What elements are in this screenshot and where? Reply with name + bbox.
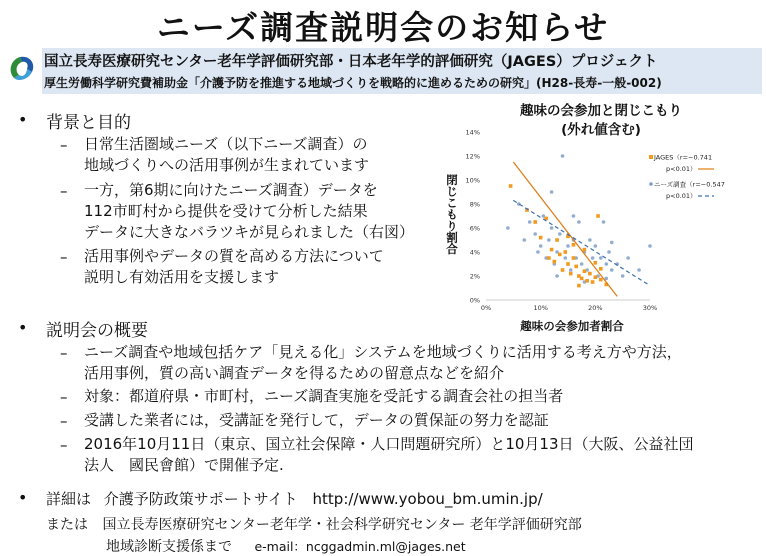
jages-point [572, 243, 576, 247]
dash-marker: – [60, 344, 68, 362]
jages-point [599, 278, 603, 282]
needs-point [558, 232, 562, 236]
line: 一方，第6期に向けたニーズ調査）データを [84, 181, 378, 199]
section2-item-1 [84, 342, 682, 384]
line: 112市町村から提供を受けて分析した結果 [84, 202, 368, 220]
jages-point [539, 236, 543, 240]
page-title: ニーズ調査説明会のお知らせ [156, 8, 610, 47]
needs-point [550, 226, 554, 230]
needs-point [572, 214, 576, 218]
needs-point [602, 220, 606, 224]
jages-point [585, 279, 589, 283]
y-tick-label: 0% [469, 296, 480, 305]
section2-heading: 説明会の概要 [46, 321, 148, 341]
needs-point [555, 274, 559, 278]
detail-url-link[interactable]: http://www.yobou_bm.umin.jp/ [312, 490, 543, 508]
needs-point [547, 238, 551, 242]
x-axis-label: 趣味の会参加者割合 [520, 319, 624, 333]
y-tick-label: 6% [469, 224, 480, 233]
jages-point [509, 184, 513, 188]
dash-marker: – [60, 388, 68, 406]
line: 説明し有効活用を支援します [84, 268, 280, 286]
needs-point [522, 238, 526, 242]
jages-point [588, 272, 592, 276]
legend-needs-p: p<0.01） [666, 192, 697, 200]
needs-point [594, 244, 598, 248]
contact-dept: 地域診断支援係まで [106, 539, 232, 555]
legend-needs-name: ニーズ調査（r=−0.547 [654, 180, 725, 189]
contact-dept-line [106, 536, 466, 556]
grant-line: 厚生労働科学研究費補助金「介護予防を推進する地域づくりを戦略的に進めるための研究」(H28-長寿-一般-002) [44, 76, 662, 90]
needs-point [637, 268, 641, 272]
needs-point [607, 250, 611, 254]
dash-marker: – [60, 182, 68, 200]
y-tick-label: 12% [465, 152, 480, 161]
needs-point [626, 256, 630, 260]
y-axis-label: 閉じこもり割合 [445, 174, 459, 255]
jages-trend-line [513, 162, 617, 296]
dash-marker: – [60, 136, 68, 154]
jages-point [574, 265, 578, 269]
legend-needs-marker [649, 182, 653, 186]
needs-point [561, 154, 565, 158]
dash-marker: – [60, 248, 68, 266]
needs-point [536, 250, 540, 254]
jages-logo-icon [6, 52, 38, 84]
jages-point [547, 256, 551, 260]
jages-point [569, 272, 573, 276]
x-tick-label: 10% [533, 304, 548, 312]
org-banner [42, 48, 762, 94]
needs-point [580, 262, 584, 266]
bullet-dot: • [18, 488, 28, 507]
jages-point [572, 256, 576, 260]
y-tick-label: 8% [469, 200, 480, 209]
line: 活用事例，質の高い調査データを得るための留意点などを紹介 [84, 364, 505, 382]
x-tick-label: 20% [588, 304, 603, 312]
section2-item-4 [84, 434, 694, 476]
jages-point [533, 220, 537, 224]
needs-point [610, 241, 614, 245]
scatter-chart [440, 100, 762, 336]
line: 地域づくりへの活用事例が生まれています [84, 156, 370, 174]
y-tick-label: 14% [465, 128, 480, 137]
needs-point [550, 190, 554, 194]
needs-point [648, 244, 652, 248]
jages-point [594, 275, 598, 279]
legend-jages-p: p<0.01） [666, 165, 697, 173]
jages-point [561, 268, 565, 272]
needs-point [528, 220, 532, 224]
contact-email-link[interactable]: e-mail：ncggadmin.ml@jages.net [254, 539, 466, 554]
needs-point [539, 244, 543, 248]
jages-point [591, 280, 595, 284]
detail-label: 詳細は [46, 490, 92, 508]
needs-point [610, 268, 614, 272]
section1-item-1 [84, 134, 369, 176]
jages-point [558, 253, 562, 257]
jages-point [566, 262, 570, 266]
jages-point [583, 269, 587, 273]
section2-item-3: 受講した業者には，受講証を発行して，データの質保証の努力を認証 [84, 411, 549, 429]
needs-point [506, 226, 510, 230]
needs-trend-line [513, 200, 650, 285]
jages-point [594, 261, 598, 265]
needs-point [569, 268, 573, 272]
detail-site: 介護予防政策サポートサイト [103, 490, 298, 508]
x-tick-label: 30% [642, 304, 658, 312]
jages-point [599, 267, 603, 271]
needs-point [621, 274, 625, 278]
jages-point [580, 277, 584, 281]
line: 活用事例やデータの質を高める方法について [84, 247, 384, 265]
jages-point [563, 250, 567, 254]
chart-subtitle: (外れ値含む) [561, 122, 641, 138]
or-label: または [46, 517, 88, 533]
y-tick-label: 4% [469, 248, 480, 257]
needs-point [588, 238, 592, 242]
dash-marker: – [60, 436, 68, 454]
y-tick-label: 2% [469, 272, 480, 281]
section1-heading: 背景と目的 [46, 113, 131, 133]
needs-point [591, 256, 595, 260]
needs-point [604, 262, 608, 266]
section1-item-3 [84, 246, 384, 288]
needs-point [563, 256, 567, 260]
line: 法人 國民會館）で開催予定. [84, 456, 284, 474]
jages-point [550, 248, 554, 252]
line: ニーズ調査や地域包括ケア「見える化」システムを地域づくりに活用する考え方や方法， [84, 343, 682, 361]
jages-point [555, 238, 559, 242]
bullet-dot: • [18, 318, 28, 337]
y-tick-label: 10% [465, 176, 480, 185]
dash-marker: – [60, 412, 68, 430]
chart-title: 趣味の会参加と閉じこもり [520, 103, 682, 119]
detail-line [46, 488, 543, 509]
contact-line [46, 514, 582, 534]
jages-point [583, 248, 587, 252]
line: データに大きなバラツキが見られました（右図） [84, 223, 415, 241]
needs-point [577, 220, 581, 224]
needs-point [566, 244, 570, 248]
legend-jages-name: JAGES（r=−0.741 [654, 153, 713, 162]
needs-point [533, 232, 537, 236]
x-tick-label: 0% [480, 304, 492, 312]
section2-item-2: 対象：都道府県・市町村，ニーズ調査実施を受託する調査会社の担当者 [84, 387, 564, 405]
legend-jages-marker [649, 155, 653, 159]
org-line: 国立長寿医療研究センター老年学評価研究部・日本老年学的評価研究（JAGES）プロジェクト [44, 54, 658, 70]
jages-point [596, 214, 600, 218]
needs-point [599, 256, 603, 260]
bullet-dot: • [18, 110, 28, 129]
jages-point [577, 284, 581, 288]
contact-org: 国立長寿医療研究センター老年学・社会科学研究センター 老年学評価研究部 [102, 517, 582, 533]
line: 日常生活圏域ニーズ（以下ニーズ調査）の [84, 135, 368, 153]
jages-point [553, 260, 557, 264]
line: 2016年10月11日（東京、国立社会保障・人口問題研究所）と10月13日（大阪、公益社団 [84, 435, 694, 453]
section1-item-2 [84, 180, 414, 243]
